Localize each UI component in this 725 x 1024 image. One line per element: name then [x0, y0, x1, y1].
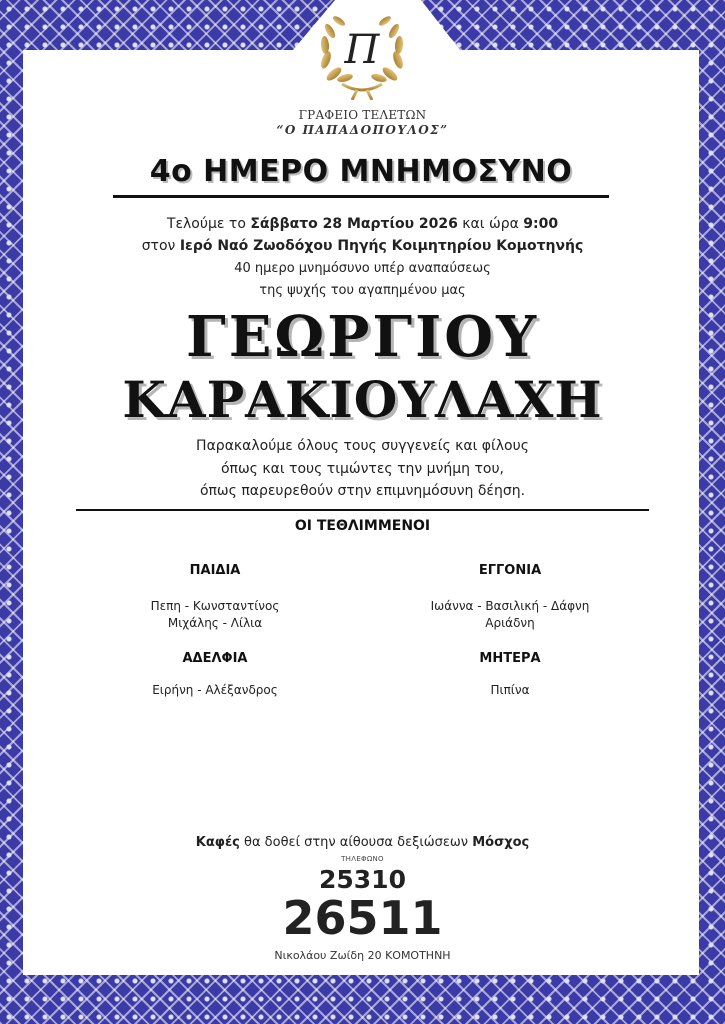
deceased-last-name: ΚΑΡΑΚΙΟΥΛΑΧΗ — [122, 370, 603, 429]
funeral-office-name: ΓΡΑΦΕΙΟ ΤΕΛΕΤΩΝ — [298, 108, 427, 122]
coffee-notice — [0, 834, 725, 852]
grandchildren-names-2: Αριάδνη — [485, 616, 535, 630]
deceased-first-name: ΓΕΩΡΓΙΟΥ — [185, 304, 540, 370]
coffee-word: Καφές — [195, 835, 240, 850]
funeral-office-brand: “Ο ΠΑΠΑΔΟΠΟΥΛΟΣ” — [276, 123, 449, 137]
church-name: Ιερό Ναό Ζωοδόχου Πηγής Κοιμητηρίου Κομοτηνής — [179, 238, 584, 254]
children-heading: ΠΑΙΔΙΑ — [189, 563, 241, 578]
phone-area-code: 25310 — [319, 865, 406, 894]
church-prefix: στον — [141, 238, 180, 254]
title-block — [113, 150, 609, 194]
venue-name: Μόσχος — [472, 835, 530, 850]
siblings-section — [100, 650, 330, 699]
laurel-wreath-icon — [312, 10, 412, 100]
intro-line-3: 40 ημερο μνημόσυνο υπέρ αναπαύσεως — [234, 261, 491, 276]
children-section — [100, 562, 330, 632]
invitation-line-2: όπως και τους τιμώντες την μνήμη του, — [220, 461, 505, 477]
title-underline — [113, 195, 609, 198]
page-title: 4ο ΗΜΕΡΟ ΜΝΗΜΟΣΥΝΟ — [149, 154, 573, 189]
phone-number: 26511 — [282, 891, 443, 945]
logo-letter: Π — [344, 27, 380, 73]
divider — [76, 509, 649, 511]
service-time: 9:00 — [523, 216, 559, 232]
date-prefix: Τελούμε το — [166, 216, 251, 232]
children-names-2: Μιχάλης - Λίλια — [167, 616, 263, 630]
mother-name: Πιπίνα — [490, 683, 530, 697]
phone-label: ΤΗΛΕΦΩΝΟ — [341, 855, 384, 863]
grandchildren-section — [395, 562, 625, 632]
mother-section — [395, 650, 625, 699]
service-date: Σάββατο 28 Μαρτίου 2026 — [250, 216, 458, 232]
bereaved-heading: ΟΙ ΤΕΘΛΙΜΜΕΝΟΙ — [294, 518, 431, 534]
grandchildren-names-1: Ιωάννα - Βασιλική - Δάφνη — [430, 599, 590, 613]
mother-heading: ΜΗΤΕΡΑ — [479, 651, 541, 666]
service-date-line — [0, 214, 725, 234]
time-prefix: και ώρα — [457, 216, 524, 232]
invitation-line-3: όπως παρευρεθούν στην επιμνημόσυνη δέηση. — [199, 483, 526, 499]
intro-line-4: της ψυχής του αγαπημένου μας — [259, 283, 466, 298]
address: Νικολάου Ζωίδη 20 ΚΟΜΟΤΗΝΗ — [274, 949, 451, 962]
grandchildren-heading: ΕΓΓΟΝΙΑ — [478, 563, 542, 578]
invitation-line-1: Παρακαλούμε όλους τους συγγενείς και φίλους — [196, 438, 529, 454]
siblings-heading: ΑΔΕΛΦΙΑ — [182, 651, 248, 666]
church-line — [0, 236, 725, 256]
children-names-1: Πεπη - Κωνσταντίνος — [150, 599, 280, 613]
coffee-text: θα δοθεί στην αίθουσα δεξιώσεων — [239, 835, 473, 850]
siblings-names: Ειρήνη - Αλέξανδρος — [152, 683, 278, 697]
